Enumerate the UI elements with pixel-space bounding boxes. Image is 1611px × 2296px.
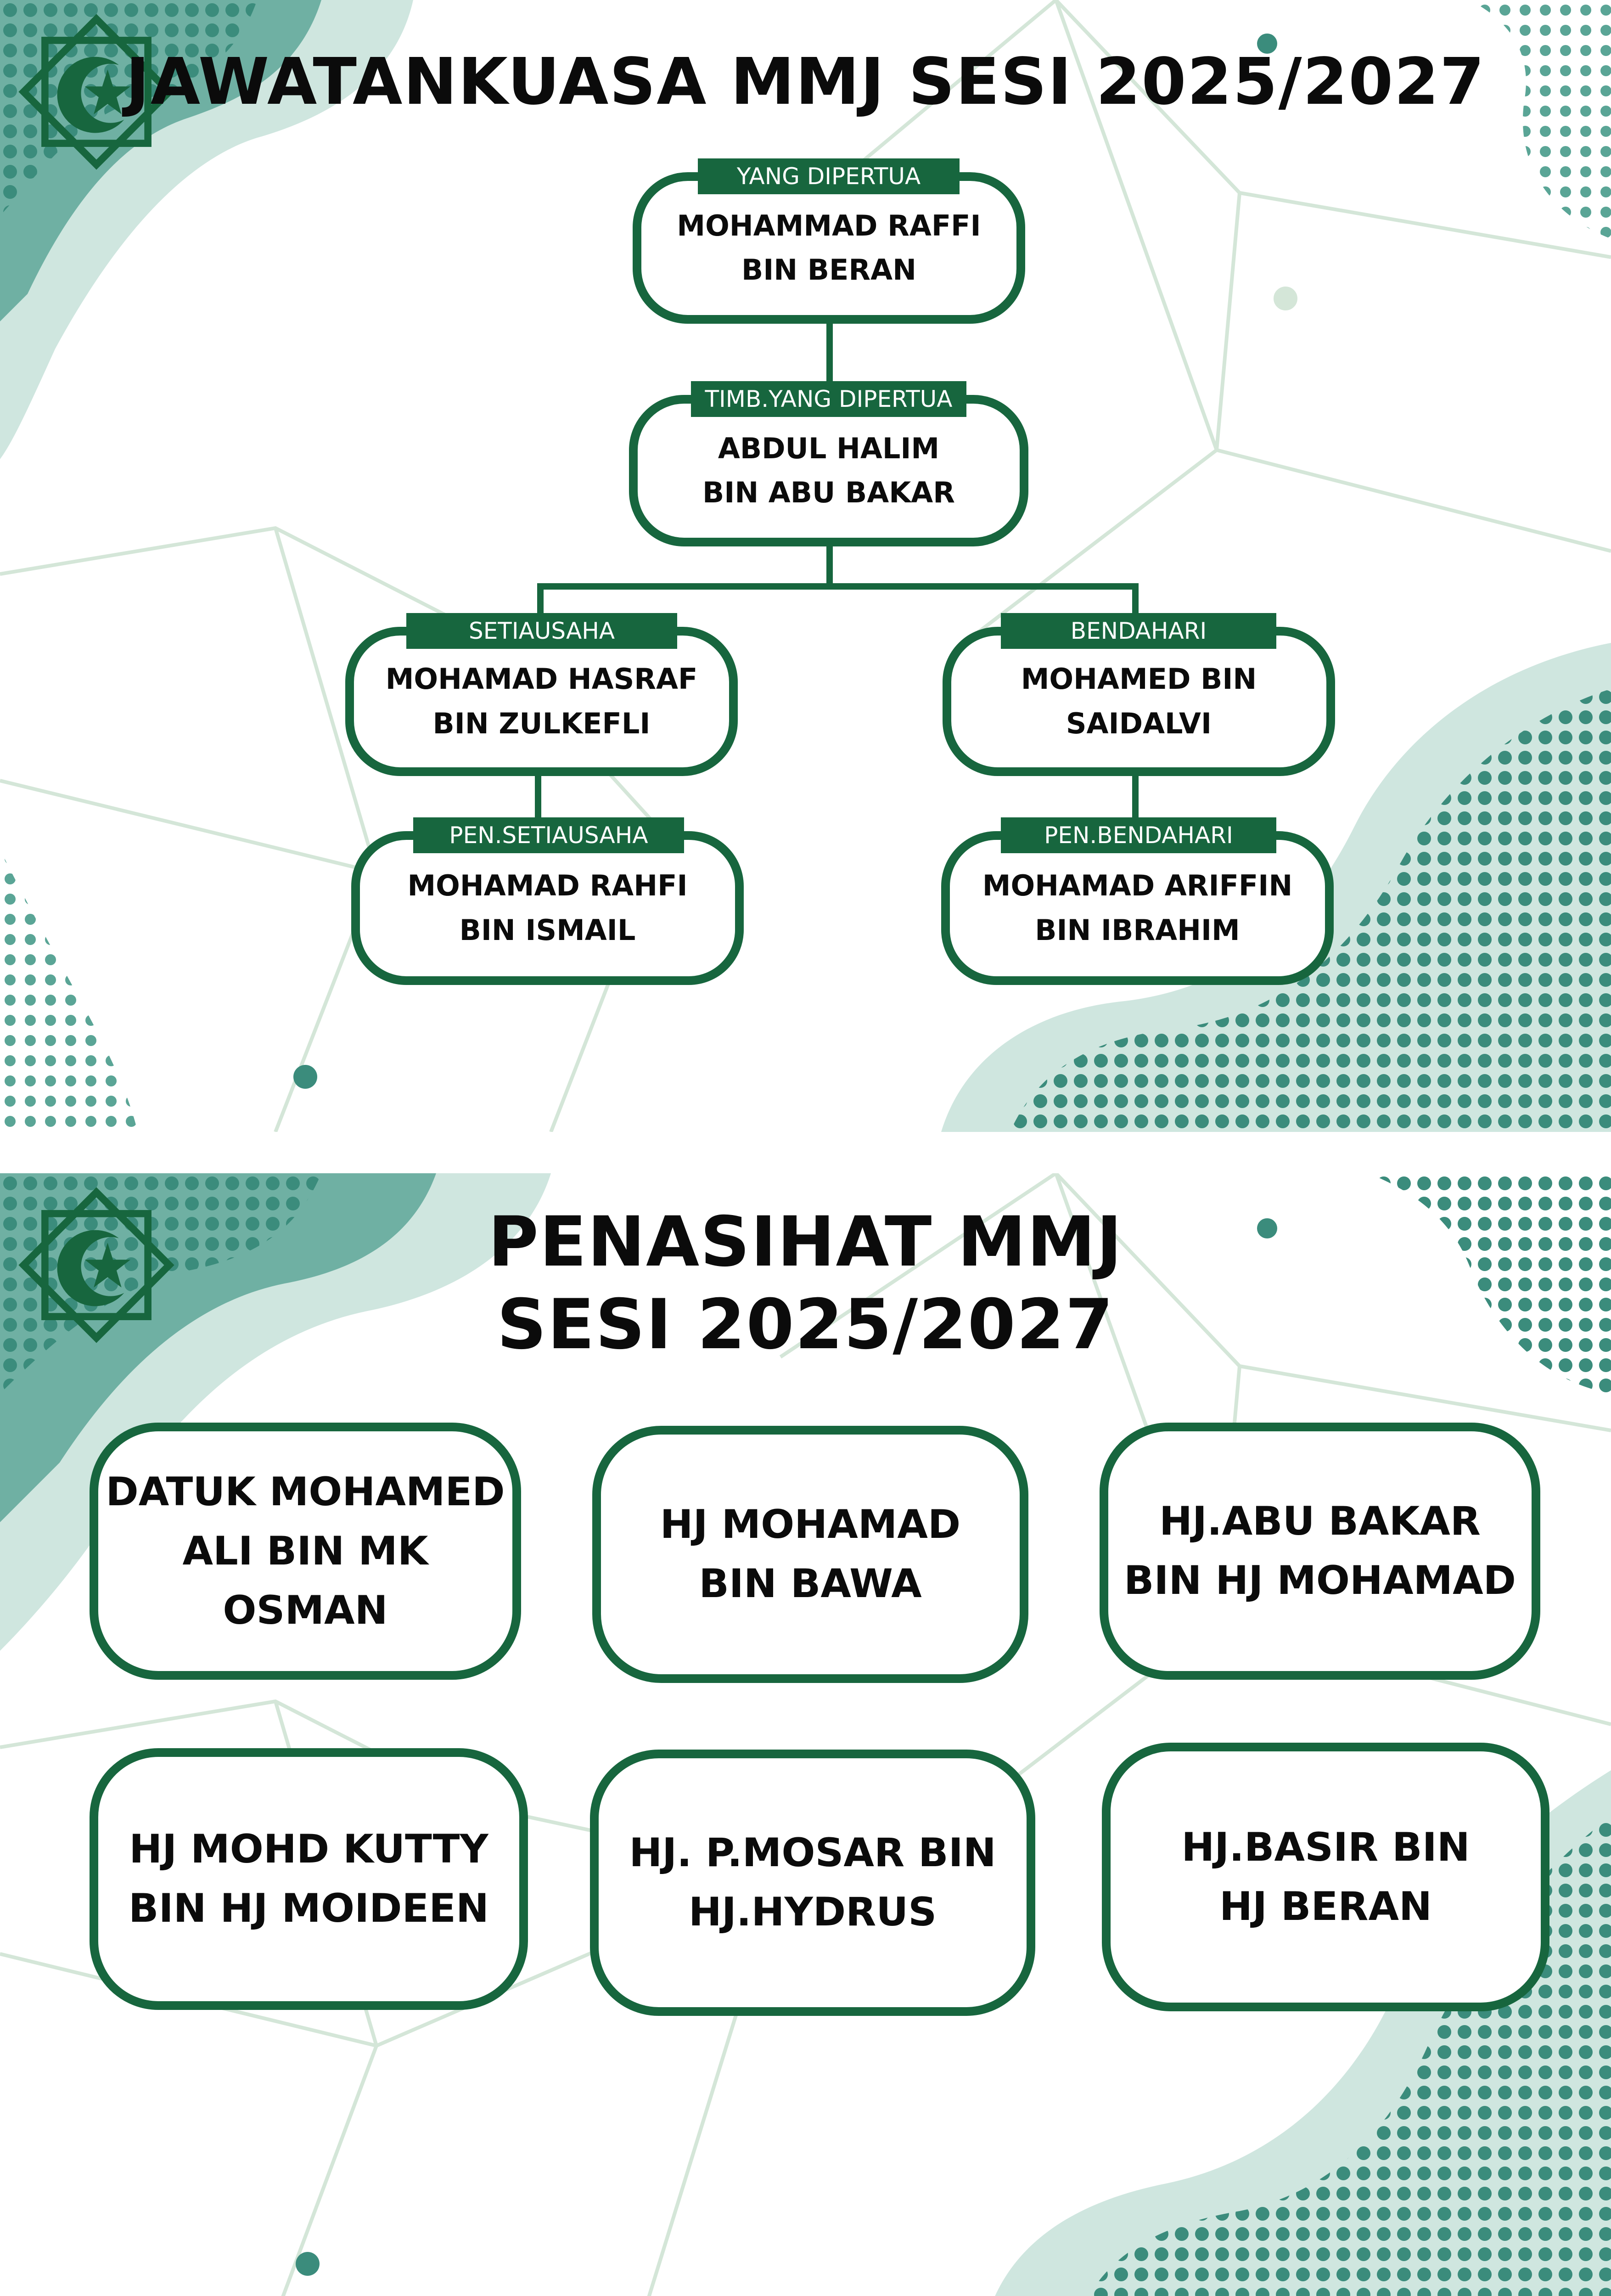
officer-card-setiausaha: MOHAMAD HASRAF BIN ZULKEFLI — [345, 627, 738, 776]
committee-title: JAWATANKUASA MMJ SESI 2025/2027 — [125, 45, 1486, 119]
officer-card-pen-setiausaha: MOHAMAD RAHFI BIN ISMAIL — [351, 831, 744, 985]
role-badge-bendahari: BENDAHARI — [1001, 613, 1276, 649]
role-badge-pen-setiausaha: PEN.SETIAUSAHA — [413, 817, 684, 853]
advisor-card: HJ. P.MOSAR BIN HJ.HYDRUS — [590, 1750, 1035, 2016]
role-badge-timb-yang-dipertua: TIMB.YANG DIPERTUA — [691, 381, 966, 417]
advisors-title: PENASIHAT MMJ SESI 2025/2027 — [488, 1202, 1123, 1365]
advisor-card: DATUK MOHAMED ALI BIN MK OSMAN — [90, 1423, 521, 1680]
connector-line — [537, 583, 1139, 590]
officer-card-yang-dipertua: MOHAMMAD RAFFI BIN BERAN — [633, 172, 1025, 324]
officer-card-bendahari: MOHAMED BIN SAIDALVI — [943, 627, 1335, 776]
committee-panel — [0, 0, 1611, 1132]
officer-card-pen-bendahari: MOHAMAD ARIFFIN BIN IBRAHIM — [941, 831, 1334, 985]
advisors-panel — [0, 1173, 1611, 2296]
advisor-card: HJ MOHAMAD BIN BAWA — [592, 1426, 1028, 1683]
officer-card-timb-yang-dipertua: ABDUL HALIM BIN ABU BAKAR — [629, 395, 1028, 546]
advisor-card: HJ.BASIR BIN HJ BERAN — [1102, 1743, 1549, 2011]
connector-line — [826, 542, 833, 586]
advisor-card: HJ.ABU BAKAR BIN HJ MOHAMAD — [1100, 1423, 1540, 1680]
role-badge-setiausaha: SETIAUSAHA — [406, 613, 677, 649]
role-badge-pen-bendahari: PEN.BENDAHARI — [1001, 817, 1276, 853]
role-badge-yang-dipertua: YANG DIPERTUA — [698, 158, 960, 194]
advisor-card: HJ MOHD KUTTY BIN HJ MOIDEEN — [90, 1748, 528, 2010]
